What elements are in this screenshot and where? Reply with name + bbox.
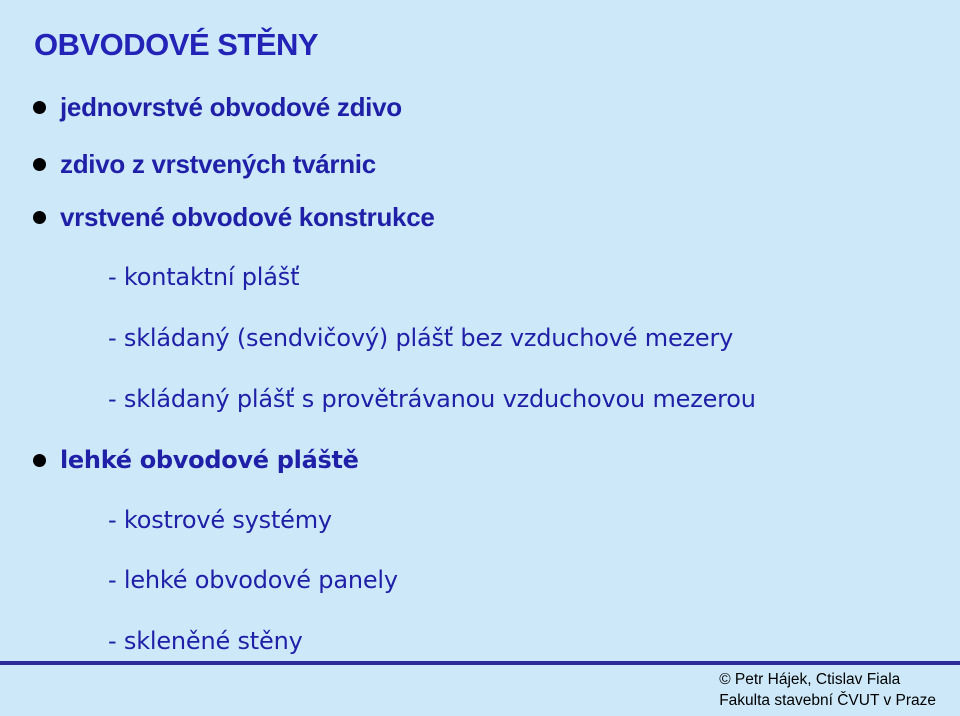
footer-authors: © Petr Hájek, Ctislav Fiala [719,671,901,688]
bullet-item [33,149,376,180]
bullet-dot-icon [33,454,46,467]
footer-faculty: Fakulta stavební ČVUT v Praze [719,692,936,709]
bullet-text: vrstvené obvodové konstrukce [60,202,435,232]
slide-title: OBVODOVÉ STĚNY [34,27,319,62]
bullet-item [33,92,402,123]
footer-credit [719,669,936,711]
footer-divider [0,661,960,665]
bullet-text: jednovrstvé obvodové zdivo [60,92,402,122]
sub-item: - skládaný plášť s provětrávanou vzduchovou mezerou [108,385,756,413]
sub-item: - lehké obvodové panely [108,566,398,594]
bullet-item [33,446,359,474]
bullet-dot-icon [33,101,46,114]
sub-item: - kontaktní plášť [108,263,300,291]
bullet-dot-icon [33,158,46,171]
sub-item: - kostrové systémy [108,506,332,534]
bullet-dot-icon [33,211,46,224]
sub-item: - skleněné stěny [108,627,303,655]
bullet-text: lehké obvodové pláště [60,446,359,474]
bullet-text: zdivo z vrstvených tvárnic [60,149,376,179]
sub-item: - skládaný (sendvičový) plášť bez vzduchové mezery [108,324,734,352]
bullet-item [33,202,435,233]
